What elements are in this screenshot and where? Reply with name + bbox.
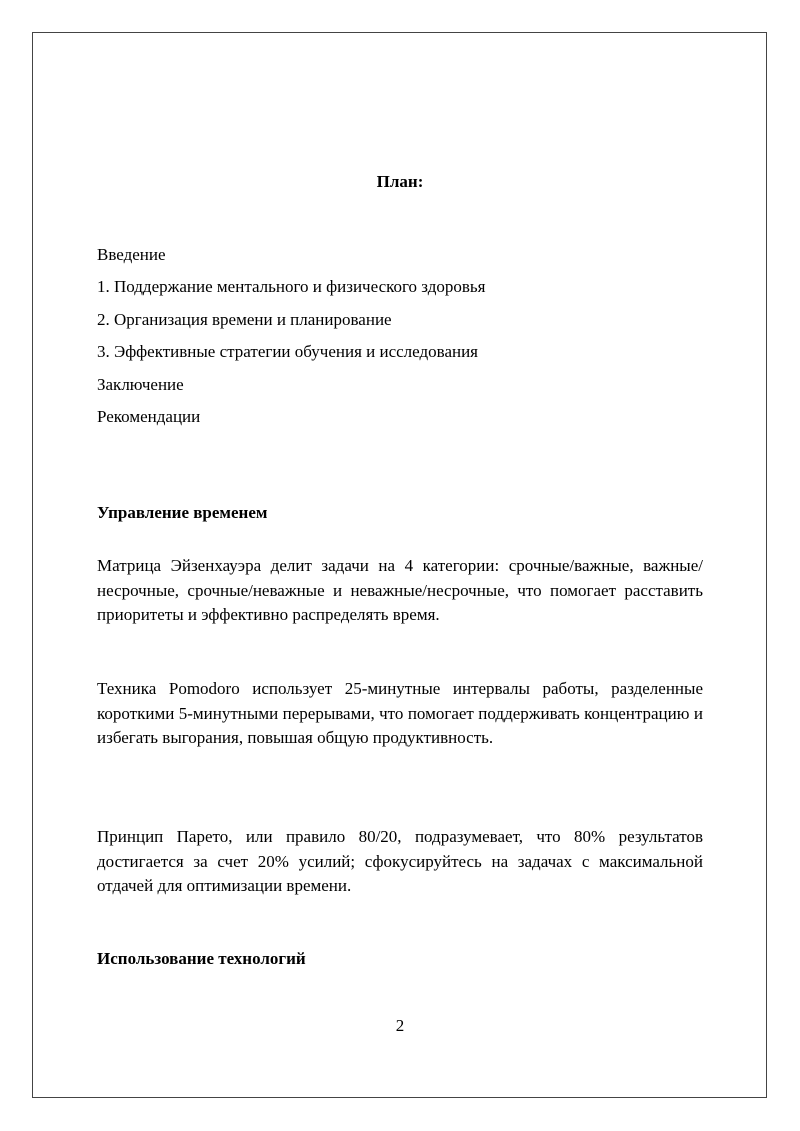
toc-item-learning-strategies: 3. Эффективные стратегии обучения и исследования (97, 342, 478, 362)
page-number: 2 (395, 1016, 405, 1035)
toc-item-recommendations: Рекомендации (97, 406, 201, 426)
toc-item-time-planning: 2. Организация времени и планирование (97, 309, 392, 329)
section-heading-time-management: Управление временем (97, 503, 268, 522)
toc-item-introduction: Введение (97, 245, 166, 264)
paragraph-pareto: Принцип Парето, или правило 80/20, подразумевает, что 80% результатов достигается за счет 20% усилий; сфокусируйтесь на задачах с максимальной отдачей для оптимизации времени. (97, 827, 703, 896)
table-of-contents (97, 243, 703, 437)
toc-item-conclusion: Заключение (97, 374, 184, 394)
toc-item-health: 1. Поддержание ментального и физического здоровья (97, 277, 486, 297)
paragraph-eisenhower-matrix: Матрица Эйзенхауэра делит задачи на 4 категории: срочные/важные, важные/несрочные, срочные/неважные и неважные/несрочные, что помогает расставить приоритеты и эффективно распределять время. (97, 556, 703, 625)
paragraph-pomodoro: Техника Pomodoro использует 25-минутные интервалы работы, разделенные короткими 5-минутными перерывами, что помогает поддерживать концентрацию и избегать выгорания, повышая общую продуктивность. (97, 679, 703, 748)
section-heading-technology: Использование технологий (97, 949, 306, 968)
plan-title: План: (376, 172, 424, 191)
